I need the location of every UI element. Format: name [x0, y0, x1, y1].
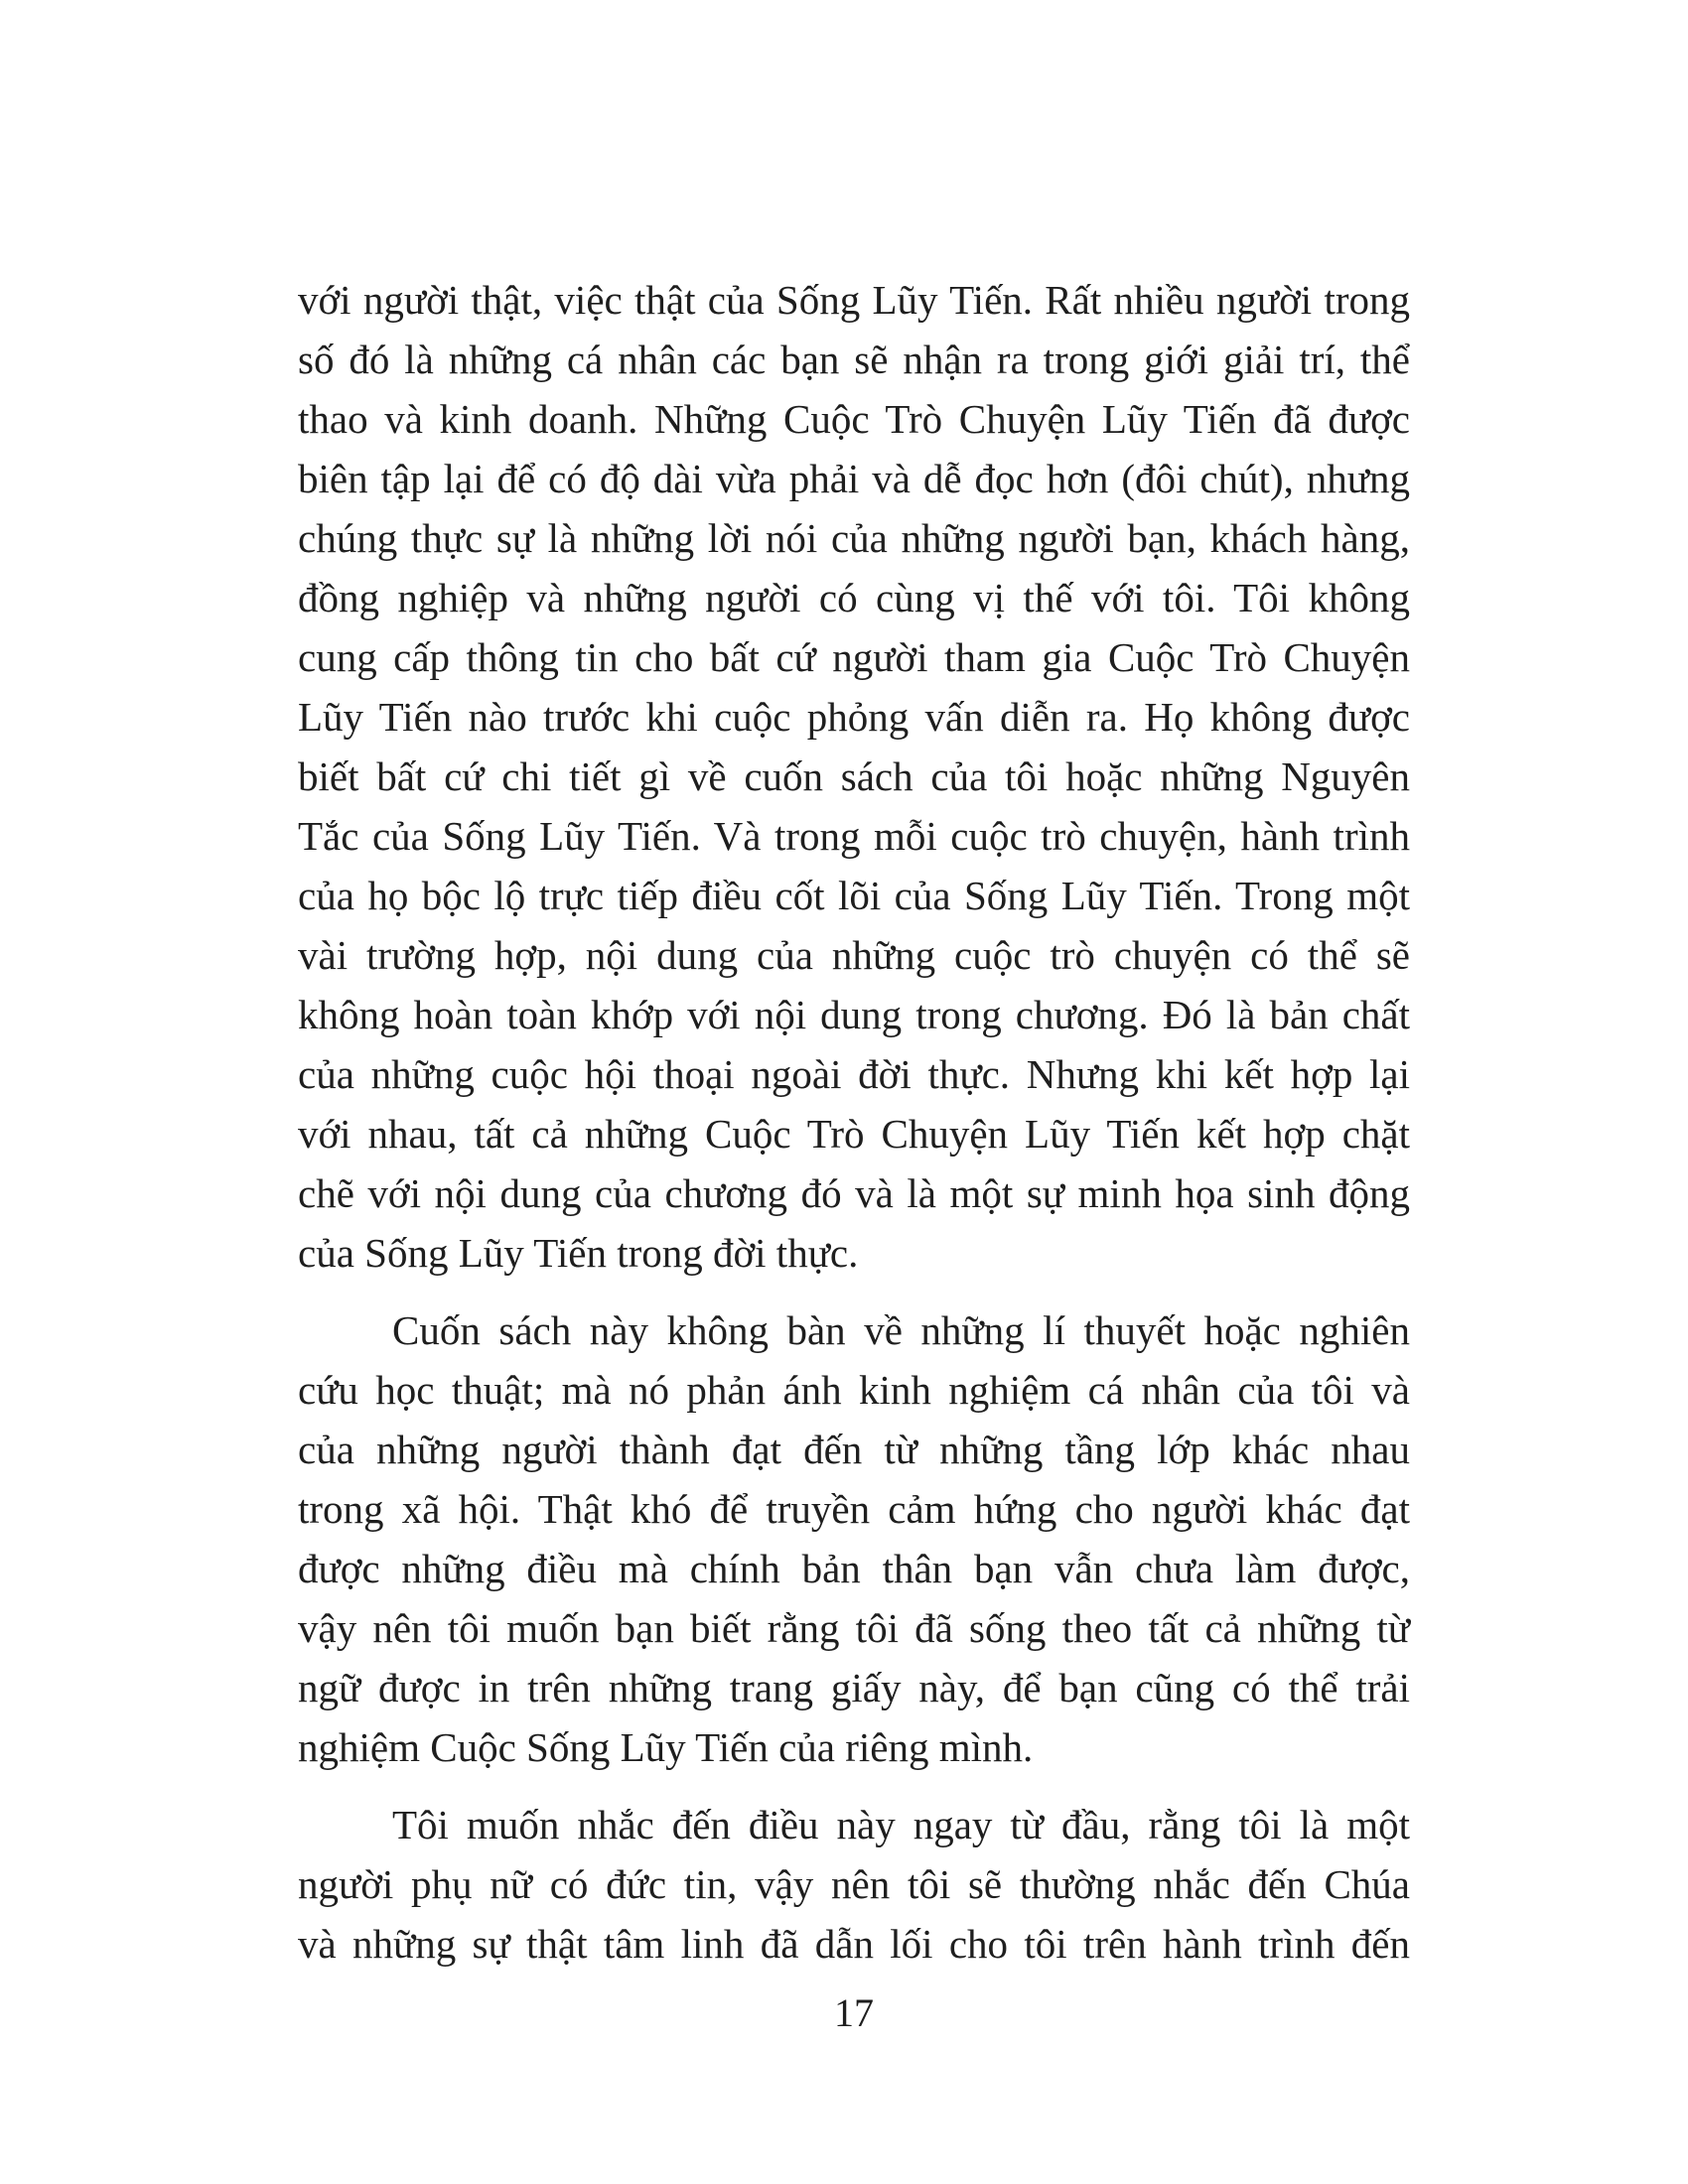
text-line: và những sự thật tâm linh đã dẫn lối cho tôi trên hành trình đến	[298, 1921, 1410, 1967]
text-line: Tắc của Sống Lũy Tiến. Và trong mỗi cuộc trò chuyện, hành trình	[298, 813, 1410, 859]
text-line: chúng thực sự là những lời nói của những người bạn, khách hàng,	[298, 515, 1410, 561]
paragraph	[298, 270, 1410, 1283]
text-line: không hoàn toàn khớp với nội dung trong chương. Đó là bản chất	[298, 992, 1410, 1037]
paragraph	[298, 1795, 1410, 1974]
text-line: chẽ với nội dung của chương đó và là một sự minh họa sinh động	[298, 1170, 1410, 1216]
page-number: 17	[834, 1990, 874, 2035]
text-line: thao và kinh doanh. Những Cuộc Trò Chuyện Lũy Tiến đã được	[298, 396, 1410, 442]
text-line: trong xã hội. Thật khó để truyền cảm hứng cho người khác đạt	[298, 1486, 1410, 1532]
text-line: nghiệm Cuộc Sống Lũy Tiến của riêng mình.	[298, 1724, 1034, 1770]
text-line: với nhau, tất cả những Cuộc Trò Chuyện Lũy Tiến kết hợp chặt	[298, 1111, 1410, 1157]
text-line: vậy nên tôi muốn bạn biết rằng tôi đã sống theo tất cả những từ	[298, 1605, 1410, 1651]
text-line: của những cuộc hội thoại ngoài đời thực. Nhưng khi kết hợp lại	[298, 1051, 1410, 1097]
text-line: Lũy Tiến nào trước khi cuộc phỏng vấn diễn ra. Họ không được	[298, 694, 1410, 740]
text-line: của những người thành đạt đến từ những tầng lớp khác nhau	[298, 1427, 1410, 1472]
text-line: của họ bộc lộ trực tiếp điều cốt lõi của Sống Lũy Tiến. Trong một	[298, 873, 1410, 918]
text-line: vài trường hợp, nội dung của những cuộc trò chuyện có thể sẽ	[298, 932, 1410, 978]
text-line: được những điều mà chính bản thân bạn vẫn chưa làm được,	[298, 1546, 1410, 1591]
text-line: cứu học thuật; mà nó phản ánh kinh nghiệm cá nhân của tôi và	[298, 1367, 1410, 1413]
text-line: Cuốn sách này không bàn về những lí thuyết hoặc nghiên	[392, 1307, 1410, 1353]
text-line: ngữ được in trên những trang giấy này, để bạn cũng có thể trải	[298, 1665, 1410, 1710]
text-line: Tôi muốn nhắc đến điều này ngay từ đầu, rằng tôi là một	[392, 1802, 1410, 1847]
text-line: số đó là những cá nhân các bạn sẽ nhận ra trong giới giải trí, thể	[298, 337, 1410, 382]
text-line: cung cấp thông tin cho bất cứ người tham gia Cuộc Trò Chuyện	[298, 634, 1410, 680]
paragraph	[298, 1300, 1410, 1777]
text-line: biết bất cứ chi tiết gì về cuốn sách của tôi hoặc những Nguyên	[298, 753, 1410, 799]
text-line: biên tập lại để có độ dài vừa phải và dễ đọc hơn (đôi chút), nhưng	[298, 456, 1410, 501]
text-line: của Sống Lũy Tiến trong đời thực.	[298, 1230, 859, 1276]
text-line: với người thật, việc thật của Sống Lũy Tiến. Rất nhiều người trong	[298, 277, 1410, 323]
text-line: người phụ nữ có đức tin, vậy nên tôi sẽ thường nhắc đến Chúa	[298, 1861, 1410, 1907]
page-body-text	[298, 270, 1410, 1974]
text-line: đồng nghiệp và những người có cùng vị thế với tôi. Tôi không	[298, 575, 1410, 620]
